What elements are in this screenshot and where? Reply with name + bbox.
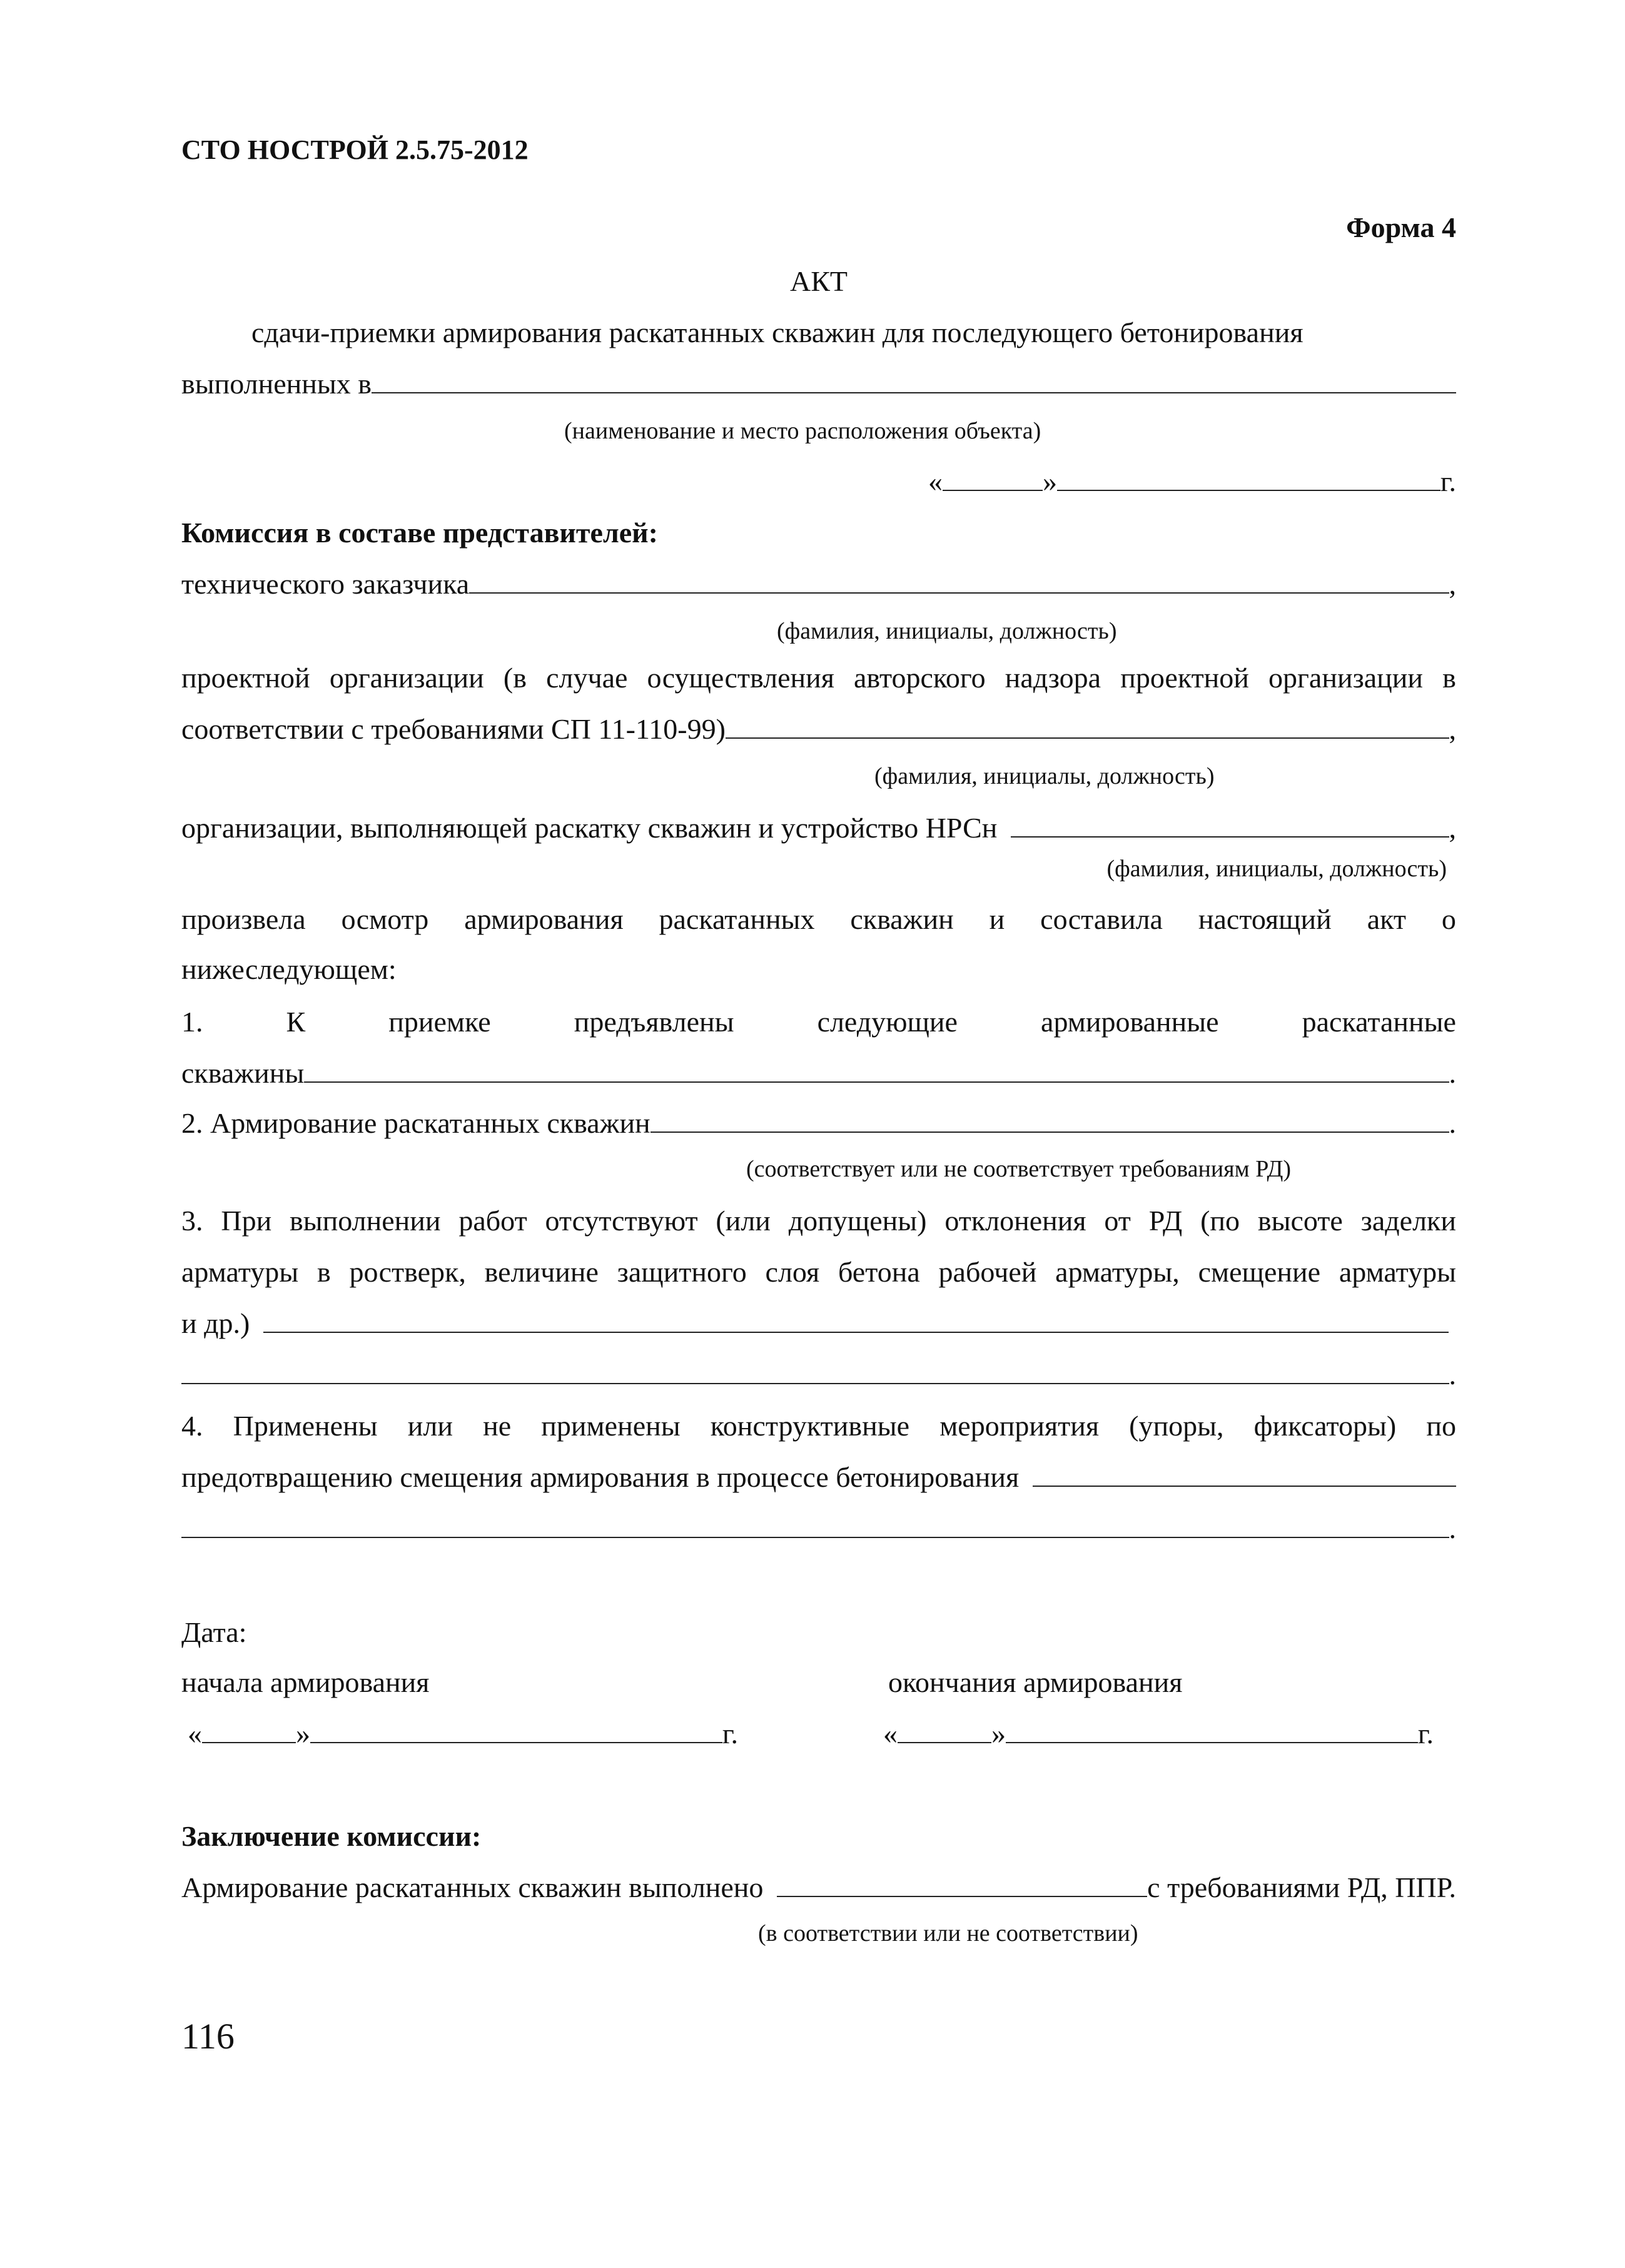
date-heading: Дата: (181, 1616, 247, 1648)
act-day-blank[interactable] (943, 490, 1043, 491)
word: составила (1040, 903, 1163, 935)
item-4-period: . (1449, 1512, 1456, 1544)
item-3-period: . (1449, 1359, 1456, 1390)
inspected-line-2: нижеследующем: (181, 953, 397, 985)
word: армирования (464, 903, 624, 935)
conclusion-text: Армирование раскатанных скважин выполнено (181, 1871, 764, 1903)
start-date-line (188, 1715, 738, 1753)
conclusion-tail: с требованиями РД, ППР. (1147, 1871, 1456, 1903)
commission-heading: Комиссия в составе представителей: (181, 517, 658, 549)
word: проектной (181, 662, 310, 694)
rolling-org-comma: , (1449, 812, 1456, 844)
end-day-blank[interactable] (898, 1742, 991, 1743)
measures-blank-1[interactable] (1033, 1486, 1456, 1487)
customer-label: технического заказчика (181, 568, 470, 600)
item-4-line-1: 4. Применены или не применены конструктивные мероприятия (упоры, фиксаторы) по (181, 1410, 1456, 1442)
item-4-line-2 (181, 1459, 1456, 1496)
word: организации (329, 662, 484, 694)
design-org-label: соответствии с требованиями СП 11-110-99) (181, 713, 726, 745)
measures-blank-2[interactable] (181, 1537, 1449, 1538)
end-label: окончания армирования (888, 1666, 1183, 1698)
item-1-line-2 (181, 1055, 1456, 1092)
rolling-org-hint: (фамилия, инициалы, должность) (1106, 856, 1447, 882)
page-number: 116 (181, 2016, 235, 2057)
act-subtitle: сдачи-приемки армирования раскатанных скважин для последующего бетонирования (251, 316, 1304, 348)
word: случае (546, 662, 628, 694)
word: авторского (854, 662, 986, 694)
open-quote: « (928, 465, 943, 497)
word: в (1442, 662, 1456, 694)
design-org-line-1 (181, 659, 1456, 697)
object-blank[interactable] (372, 392, 1456, 393)
act-title: АКТ (790, 265, 848, 297)
word: и (989, 903, 1005, 935)
rolling-org-line (181, 809, 1456, 847)
customer-line (181, 565, 1456, 603)
item-2-line (181, 1105, 1456, 1142)
item-3-line-3 (181, 1305, 1456, 1342)
year-suffix: г. (1417, 1718, 1434, 1749)
conclusion-line (181, 1869, 1456, 1906)
item-3-line-2: арматуры в ростверк, величине защитного слоя бетона рабочей арматуры, смещение арматуры (181, 1256, 1456, 1288)
word: надзора (1005, 662, 1101, 694)
rolling-org-label: организации, выполняющей раскатку скважин и устройство НРСн (181, 812, 998, 844)
design-org-line-2 (181, 711, 1456, 748)
end-date-line (883, 1715, 1434, 1753)
deviations-blank-1[interactable] (263, 1332, 1449, 1333)
item-2-label: 2. Армирование раскатанных скважин (181, 1107, 651, 1139)
word: раскатанные (1302, 1006, 1456, 1038)
word: настоящий (1198, 903, 1332, 935)
customer-blank[interactable] (469, 592, 1449, 594)
object-hint: (наименование и место расположения объекта) (564, 418, 1041, 444)
item-1-label: скважины (181, 1057, 305, 1089)
customer-hint: (фамилия, инициалы, должность) (777, 618, 1117, 644)
close-quote: » (991, 1718, 1006, 1749)
executed-in-line (181, 365, 1456, 403)
word: раскатанных (659, 903, 815, 935)
item-4-line-3 (181, 1510, 1456, 1547)
item-3-label: и др.) (181, 1307, 250, 1339)
conclusion-heading: Заключение комиссии: (181, 1820, 482, 1852)
design-org-hint: (фамилия, инициалы, должность) (874, 763, 1215, 789)
start-label: начала армирования (181, 1666, 430, 1698)
word: осмотр (341, 903, 429, 935)
close-quote: » (296, 1718, 310, 1749)
item-2-period: . (1449, 1107, 1456, 1139)
design-org-blank[interactable] (726, 737, 1449, 739)
item-1-period: . (1449, 1057, 1456, 1089)
item-2-hint: (соответствует или не соответствует требованиям РД) (746, 1156, 1292, 1182)
form-label: Форма 4 (1346, 211, 1456, 243)
executed-in-label: выполненных в (181, 368, 372, 400)
start-day-blank[interactable] (202, 1742, 296, 1743)
conclusion-hint: (в соответствии или не соответствии) (758, 1920, 1138, 1947)
word: проектной (1120, 662, 1249, 694)
start-month-year-blank[interactable] (310, 1742, 722, 1743)
rolling-org-blank[interactable] (1011, 836, 1449, 838)
word: о (1441, 903, 1456, 935)
compliance-blank[interactable] (651, 1131, 1449, 1133)
word: произвела (181, 903, 306, 935)
open-quote: « (188, 1718, 202, 1749)
end-month-year-blank[interactable] (1006, 1742, 1418, 1743)
close-quote: » (1043, 465, 1057, 497)
customer-comma: , (1449, 568, 1456, 600)
conclusion-blank[interactable] (777, 1896, 1147, 1897)
item-3-line-1: 3. При выполнении работ отсутствуют (или допущены) отклонения от РД (по высоте заделки (181, 1205, 1456, 1237)
design-org-comma: , (1449, 713, 1456, 745)
year-suffix: г. (722, 1718, 738, 1749)
word: (в (503, 662, 527, 694)
item-3-line-4 (181, 1356, 1456, 1394)
word: акт (1367, 903, 1406, 935)
open-quote: « (883, 1718, 898, 1749)
word: скважин (850, 903, 954, 935)
word: К (286, 1006, 306, 1038)
document-code: СТО НОСТРОЙ 2.5.75-2012 (181, 134, 529, 165)
year-suffix: г. (1440, 465, 1456, 497)
word: осуществления (647, 662, 834, 694)
word: предъявлены (574, 1006, 734, 1038)
wells-blank[interactable] (304, 1081, 1449, 1083)
act-month-year-blank[interactable] (1057, 490, 1440, 491)
word: приемке (388, 1006, 491, 1038)
item-4-label: предотвращению смещения армирования в процессе бетонирования (181, 1461, 1020, 1493)
word: армированные (1041, 1006, 1219, 1038)
word: следующие (817, 1006, 958, 1038)
inspected-line-1 (181, 901, 1456, 938)
word: 1. (181, 1006, 203, 1038)
act-date-line (928, 463, 1456, 500)
word: организации (1268, 662, 1424, 694)
deviations-blank-2[interactable] (181, 1383, 1449, 1384)
item-1-line-1 (181, 1003, 1456, 1041)
